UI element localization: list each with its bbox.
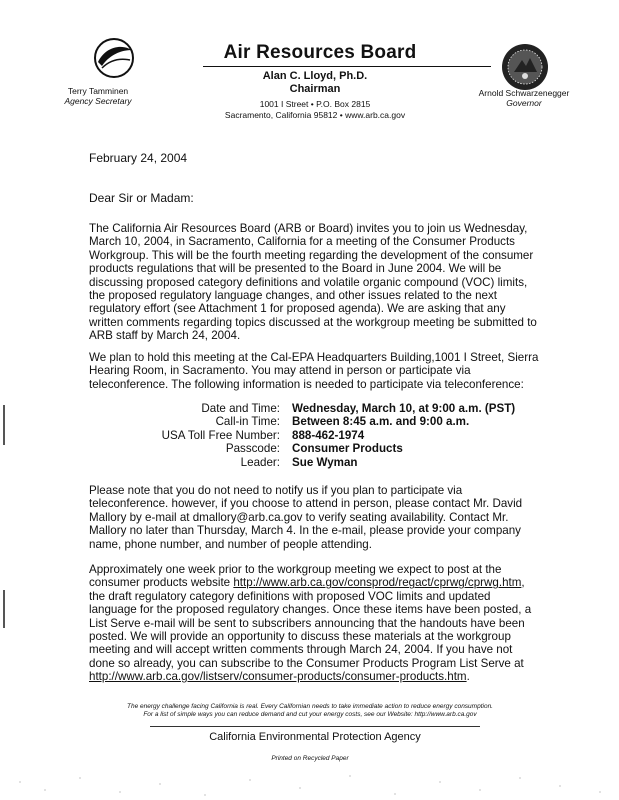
scan-margin-mark <box>3 405 5 445</box>
secretary-name: Terry Tamminen <box>67 86 129 96</box>
chairman-block <box>210 70 420 121</box>
detail-value: Consumer Products <box>292 442 403 456</box>
title-divider <box>203 66 491 67</box>
letter-date: February 24, 2004 <box>89 151 188 165</box>
agency-secretary-block <box>48 86 148 106</box>
chairman-title: Chairman <box>289 83 341 95</box>
paragraph-attendance: Please note that you do not need to notify us if you plan to participate via teleconference. however, if you choose to attend in person, please contact Mr. David Mallory by e-mail at dmallory@arb.ca.gov to verify seating availability. Contact Mr. Mallory no later than Thursday, March 4. In the e-mail, please provide your company name, phone number, and number of people attending. <box>89 484 523 551</box>
detail-row <box>150 442 550 455</box>
paragraph-invitation: The California Air Resources Board (ARB or Board) invites you to join us Wednesday, March 10, 2004, in Sacramento, California for a meeting of the Consumer Products Workgroup. This will be the fourth meeting regarding the development of the consumer products regulations that will be presented to the Board in June 2004. We will be discussing proposed category definitions and volatile organic compound (VOC) limits, the proposed regulatory language changes, and other issues related to the next regulatory effort (see Attachment 1 for proposed agenda). We are asking that any written comments regarding topics discussed at the workgroup meeting be submitted to ARB staff by March 24, 2004. <box>89 222 537 343</box>
energy-note-line-1: The energy challenge facing California is real. Every Californian needs to take immediate action to reduce energy consumption. <box>126 703 493 710</box>
paragraph-location: We plan to hold this meeting at the Cal-EPA Headquarters Building,1001 I Street, Sierra Hearing Room, in Sacramento. You may attend in person or participate via teleconference. The following information is needed to participate via teleconference: <box>89 351 539 391</box>
detail-row <box>150 429 550 442</box>
detail-row <box>150 402 550 415</box>
detail-row <box>150 415 550 428</box>
detail-value: Wednesday, March 10, at 9:00 a.m. (PST) <box>292 402 516 415</box>
letter-greeting: Dear Sir or Madam: <box>89 191 194 205</box>
paragraph-website <box>89 563 539 684</box>
recycled-paper-note: Printed on Recycled Paper <box>271 755 349 762</box>
website-text-b: , the draft regulatory category definitions with proposed VOC limits and updated language for the proposed regulatory changes. Once these items have been posted, a List Serve e-mail will be sent to subscribers announcing that the handouts have been posted. We will provide an opportunity to discuss these materials at the workgroup meeting and will accept written comments through March 24, 2004. If you have not done so already, you can subscribe to the Consumer Products Program List Serve at <box>89 576 532 670</box>
detail-value: Between 8:45 a.m. and 9:00 a.m. <box>292 415 470 429</box>
detail-label: Call-in Time: <box>215 415 280 429</box>
agency-name: California Environmental Protection Agency <box>209 731 421 743</box>
cprwg-website-link[interactable]: http://www.arb.ca.gov/consprod/regact/cprwg/cprwg.htm <box>233 576 522 590</box>
scan-noise <box>0 770 619 800</box>
detail-label: Leader: <box>240 455 280 469</box>
detail-value: Sue Wyman <box>292 455 358 469</box>
website-text-a: Approximately one week prior to the workgroup meeting we expect to post at the consumer products website <box>89 563 502 590</box>
address-line-1: 1001 I Street • P.O. Box 2815 <box>259 99 371 109</box>
arb-logo-icon <box>92 36 136 80</box>
address-line-2: Sacramento, California 95812 • www.arb.ca.gov <box>224 110 406 120</box>
governor-title: Governor <box>506 98 542 108</box>
california-seal-icon <box>500 42 550 92</box>
listserv-link[interactable]: http://www.arb.ca.gov/listserv/consumer-products/consumer-products.htm <box>89 670 467 684</box>
chairman-name: Alan C. Lloyd, Ph.D. <box>262 70 368 82</box>
detail-value: 888-462-1974 <box>292 428 365 442</box>
detail-row <box>150 456 550 469</box>
teleconference-details <box>150 402 550 469</box>
governor-name: Arnold Schwarzenegger <box>478 88 570 98</box>
energy-note-line-2: For a list of simple ways you can reduce demand and cut your energy costs, see our Website: http://www.arb.ca.gov <box>143 711 477 718</box>
scan-margin-mark <box>3 590 5 628</box>
website-text-c: . <box>466 670 470 684</box>
letterhead-title: Air Resources Board <box>223 42 417 63</box>
footer-divider <box>150 726 480 727</box>
detail-label: Passcode: <box>225 442 280 456</box>
detail-label: USA Toll Free Number: <box>161 428 280 442</box>
governor-block <box>470 88 578 108</box>
secretary-title: Agency Secretary <box>64 96 132 106</box>
energy-note <box>70 703 550 719</box>
detail-label: Date and Time: <box>201 402 280 415</box>
